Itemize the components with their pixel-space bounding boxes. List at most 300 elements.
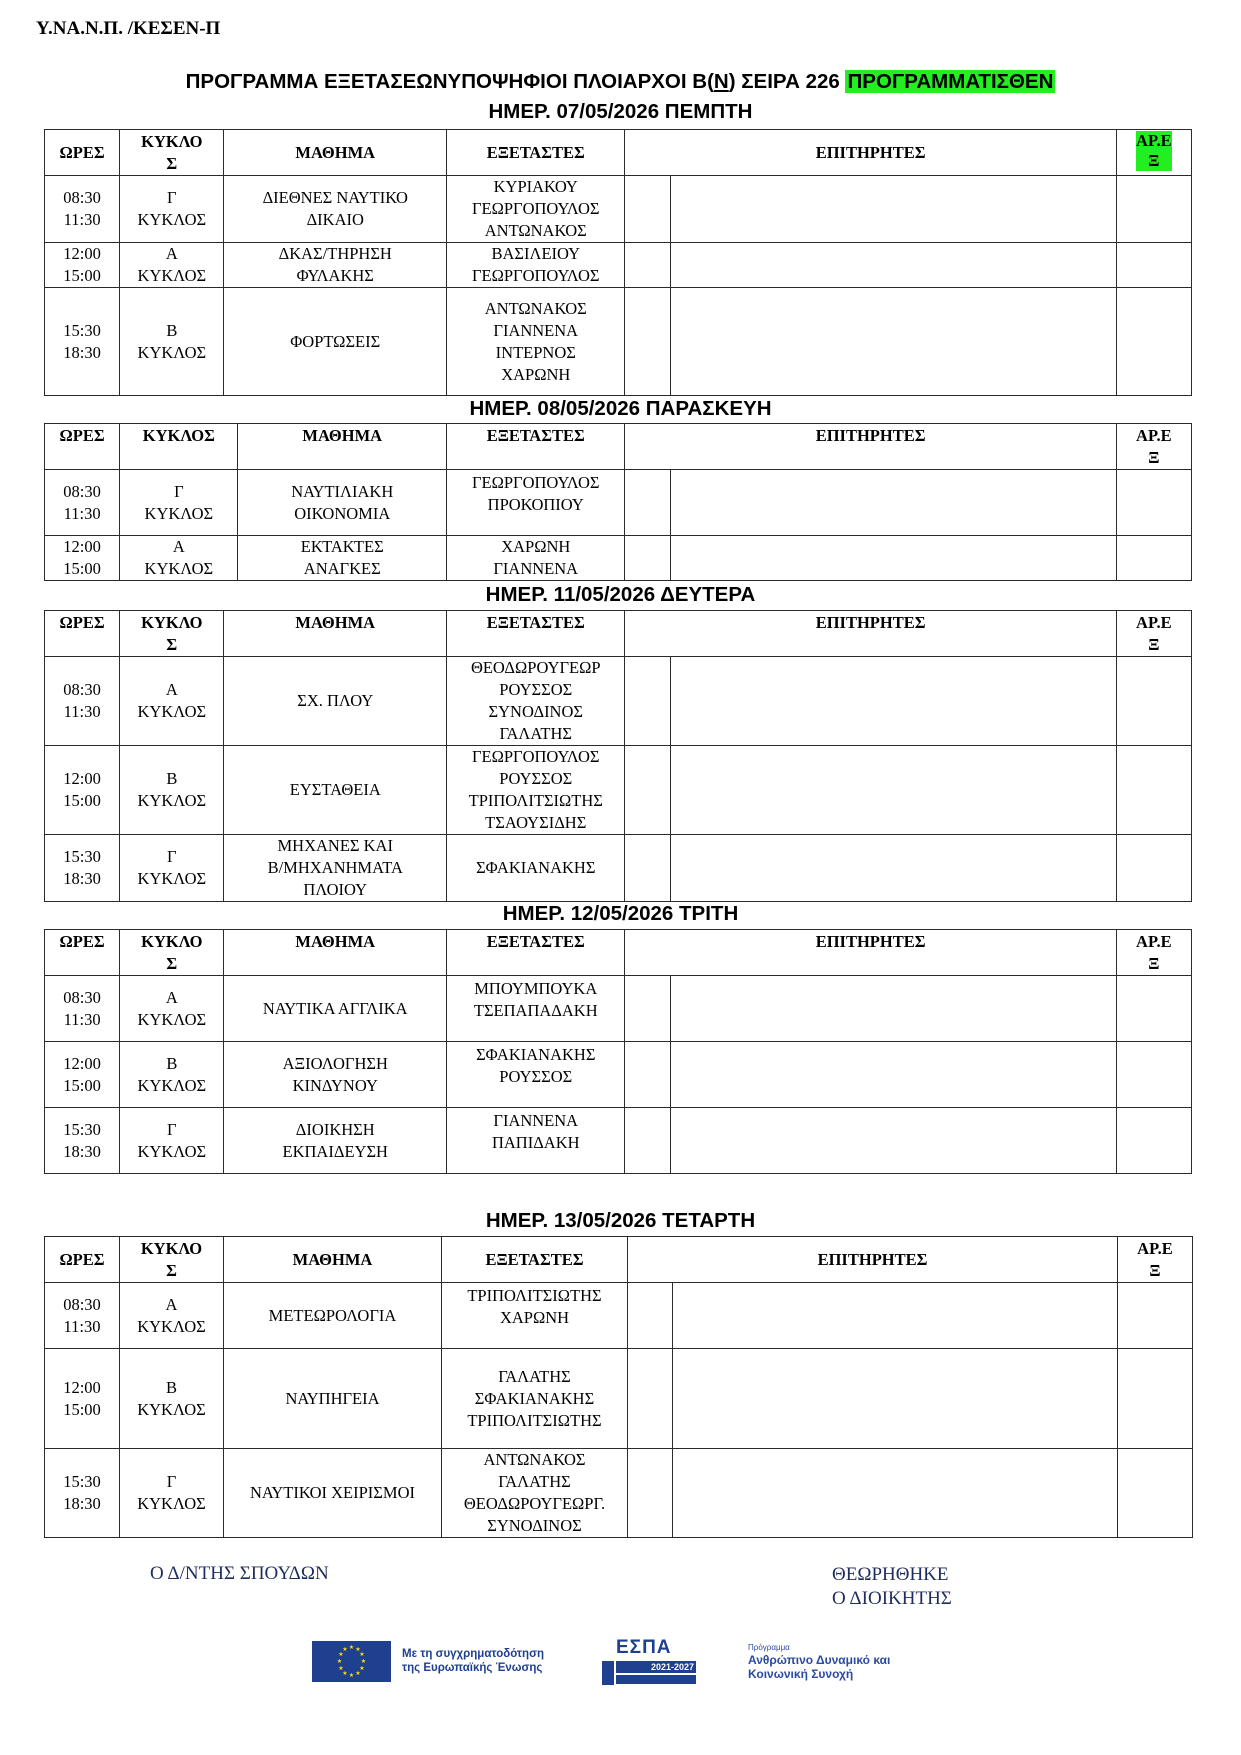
course-header-label: ΜΑΘΗΜΑ xyxy=(295,932,376,951)
cycle-cell xyxy=(120,288,224,396)
time-cell xyxy=(45,1449,120,1538)
course-cell-line: ΔΙΕΘΝΕΣ ΝΑΥΤΙΚΟ xyxy=(262,188,408,207)
cycle-letter: Β xyxy=(166,320,178,340)
cycle-word: ΚΥΚΛΟΣ xyxy=(137,266,207,285)
room-number-cell[interactable] xyxy=(1116,470,1191,536)
room-number-cell[interactable] xyxy=(1116,976,1191,1042)
examiners-cell xyxy=(447,470,625,536)
cycle-letter: Γ xyxy=(167,188,177,207)
room-number-cell[interactable] xyxy=(1116,176,1191,243)
hours-header xyxy=(45,1237,120,1283)
course-cell xyxy=(224,176,447,243)
cycle-letter: Γ xyxy=(167,847,177,866)
time-from: 12:00 xyxy=(63,769,101,788)
course-cell-line: ΝΑΥΤΙΛΙΑΚΗ xyxy=(291,481,394,501)
invigilator-input-cell[interactable] xyxy=(625,657,670,746)
time-cell xyxy=(45,835,120,902)
svg-text:★: ★ xyxy=(338,1651,344,1658)
course-cell-line: ΕΚΤΑΚΤΕΣ xyxy=(300,537,384,556)
room-number-cell[interactable] xyxy=(1116,288,1191,396)
invigilator-input-cell[interactable] xyxy=(625,976,670,1042)
cycle-letter: Α xyxy=(165,1294,178,1314)
course-cell-line: ΠΛΟΙΟΥ xyxy=(303,880,368,899)
time-from: 08:30 xyxy=(63,188,101,207)
time-to: 18:30 xyxy=(63,1141,101,1161)
cycle-word: ΚΥΚΛΟΣ xyxy=(144,503,214,523)
time-from: 12:00 xyxy=(63,244,101,263)
invigilator-input-cell[interactable] xyxy=(625,536,670,581)
time-from: 08:30 xyxy=(63,481,101,501)
examiners-cell-line: ΣΥΝΟΔΙΝΟΣ xyxy=(487,1516,582,1535)
course-cell-line: ΑΞΙΟΛΟΓΗΣΗ xyxy=(282,1053,388,1073)
examiners-cell-line: ΤΡΙΠΟΛΙΤΣΙΩΤΗΣ xyxy=(467,1286,602,1305)
invigilator-names-cell[interactable] xyxy=(670,657,1116,746)
cycle-letter: Γ xyxy=(166,1472,177,1491)
espa-bar-icon xyxy=(602,1661,614,1685)
day-table xyxy=(44,423,1192,581)
time-to: 15:00 xyxy=(63,266,101,285)
course-cell xyxy=(238,470,447,536)
invigilator-input-cell[interactable] xyxy=(625,288,670,396)
cycle-header-line: Σ xyxy=(166,154,178,173)
cycle-word: ΚΥΚΛΟΣ xyxy=(137,1399,206,1419)
cycle-cell xyxy=(120,976,224,1042)
cycle-word: ΚΥΚΛΟΣ xyxy=(137,1494,206,1513)
examiners-cell-line: ΤΣΕΠΑΠΑΔΑΚΗ xyxy=(473,1001,598,1020)
rooms-header xyxy=(1116,424,1191,470)
day-table xyxy=(44,610,1192,902)
examiners-cell-line: ΘΕΟΔΩΡΟΥΓΕΩΡ xyxy=(470,658,601,677)
director-signature: Ο Δ/ΝΤΗΣ ΣΠΟΥΔΩΝ xyxy=(150,1563,329,1584)
room-number-cell[interactable] xyxy=(1116,746,1191,835)
time-from: 15:30 xyxy=(63,847,101,866)
exam-row xyxy=(45,470,1192,536)
organization-code: Υ.ΝΑ.Ν.Π. /ΚΕΣΕΝ-Π xyxy=(36,18,221,39)
examiners-header-label: ΕΞΕΤΑΣΤΕΣ xyxy=(485,1250,584,1269)
commander-signature xyxy=(832,1563,952,1611)
examiners-cell-line: ΤΡΙΠΟΛΙΤΣΙΩΤΗΣ xyxy=(468,791,603,810)
approved-label: ΘΕΩΡΗΘΗΚΕ xyxy=(832,1564,949,1585)
examiners-cell xyxy=(447,243,625,288)
invigilator-names-cell[interactable] xyxy=(670,1108,1116,1174)
rooms-header-line: ΑΡ.Ε xyxy=(1136,932,1172,951)
course-header-label: ΜΑΘΗΜΑ xyxy=(295,613,376,632)
table-header-row xyxy=(45,611,1192,657)
program-small-label: Πρόγραμμα xyxy=(748,1643,790,1652)
rooms-header-label xyxy=(1119,425,1189,469)
day-title: ΗΜΕΡ. 07/05/2026 ΠΕΜΠΤΗ xyxy=(488,100,753,123)
room-number-cell[interactable] xyxy=(1116,657,1191,746)
cycle-cell xyxy=(120,1449,224,1538)
invigilators-header xyxy=(625,930,1116,976)
day-title: ΗΜΕΡ. 08/05/2026 ΠΑΡΑΣΚΕΥΗ xyxy=(469,397,772,420)
course-cell-line: ΕΥΣΤΑΘΕΙΑ xyxy=(289,780,381,799)
exam-row xyxy=(45,1349,1193,1449)
cycle-letter: Α xyxy=(172,537,185,556)
course-cell-line: ΦΟΡΤΩΣΕΙΣ xyxy=(290,331,381,351)
exam-row xyxy=(45,176,1192,243)
examiners-cell-line: ΓΑΛΑΤΗΣ xyxy=(499,724,573,743)
cycle-header-label: ΚΥΚΛΟΣ xyxy=(142,426,215,445)
exam-row xyxy=(45,1108,1192,1174)
cycle-header xyxy=(120,1237,224,1283)
cycle-letter: Α xyxy=(165,987,178,1007)
room-number-cell[interactable] xyxy=(1116,1108,1191,1174)
course-cell-line: ΕΚΠΑΙΔΕΥΣΗ xyxy=(282,1141,388,1161)
cycle-cell xyxy=(120,176,224,243)
cycle-word: ΚΥΚΛΟΣ xyxy=(137,1141,207,1161)
examiners-cell xyxy=(442,1449,628,1538)
cycle-word: ΚΥΚΛΟΣ xyxy=(137,702,207,721)
examiners-cell-line: ΧΑΡΩΝΗ xyxy=(499,1308,570,1327)
time-from: 12:00 xyxy=(63,1377,101,1397)
cofund-line-2: της Ευρωπαϊκής Ένωσης xyxy=(402,1662,543,1674)
svg-text:★: ★ xyxy=(348,1644,355,1651)
hours-header-label: ΩΡΕΣ xyxy=(59,1250,105,1269)
svg-text:★: ★ xyxy=(355,1646,361,1653)
table-header-row xyxy=(45,930,1192,976)
cycle-word: ΚΥΚΛΟΣ xyxy=(137,210,207,229)
time-to: 11:30 xyxy=(63,702,101,721)
invigilators-header-label: ΕΠΙΤΗΡΗΤΕΣ xyxy=(815,143,926,162)
examiners-cell-line: ΘΕΟΔΩΡΟΥΓΕΩΡΓ. xyxy=(463,1494,606,1513)
cycle-header-line: Σ xyxy=(166,635,178,654)
examiners-cell-line: ΡΟΥΣΣΟΣ xyxy=(499,1067,573,1086)
examiners-cell-line: ΣΦΑΚΙΑΝΑΚΗΣ xyxy=(474,1388,595,1408)
svg-text:★: ★ xyxy=(342,1670,348,1677)
svg-text:★: ★ xyxy=(342,1646,348,1653)
time-cell xyxy=(45,243,120,288)
invigilator-names-cell[interactable] xyxy=(670,176,1116,243)
invigilator-input-cell[interactable] xyxy=(628,1283,673,1349)
cycle-cell xyxy=(120,470,238,536)
examiners-cell-line: ΒΑΣΙΛΕΙΟΥ xyxy=(491,244,581,263)
time-to: 15:00 xyxy=(63,1075,101,1095)
examiners-cell-line: ΙΝΤΕΡΝΟΣ xyxy=(495,342,576,362)
invigilators-header xyxy=(625,611,1116,657)
cycle-cell xyxy=(120,1042,224,1108)
room-number-cell[interactable] xyxy=(1116,536,1191,581)
examiners-cell-line: ΣΦΑΚΙΑΝΑΚΗΣ xyxy=(476,1045,596,1064)
table-header-row xyxy=(45,130,1192,176)
examiners-cell xyxy=(447,976,625,1042)
invigilator-names-cell[interactable] xyxy=(670,746,1116,835)
hours-header xyxy=(45,424,120,470)
invigilator-input-cell[interactable] xyxy=(625,1108,670,1174)
invigilators-header-label: ΕΠΙΤΗΡΗΤΕΣ xyxy=(815,613,926,632)
cycle-word: ΚΥΚΛΟΣ xyxy=(137,1009,207,1029)
examiners-cell-line: ΓΕΩΡΓΟΠΟΥΛΟΣ xyxy=(471,747,600,766)
invigilator-names-cell[interactable] xyxy=(673,1449,1118,1538)
examiners-header-label: ΕΞΕΤΑΣΤΕΣ xyxy=(486,143,585,162)
course-cell-line: ΝΑΥΠΗΓΕΙΑ xyxy=(285,1388,380,1408)
hours-header-label: ΩΡΕΣ xyxy=(59,613,105,632)
title-underlined: Ν xyxy=(713,70,729,93)
cycle-word: ΚΥΚΛΟΣ xyxy=(137,342,207,362)
course-header-label: ΜΑΘΗΜΑ xyxy=(292,1250,373,1269)
time-cell xyxy=(45,657,120,746)
invigilator-names-cell[interactable] xyxy=(670,1042,1116,1108)
examiners-header-label: ΕΞΕΤΑΣΤΕΣ xyxy=(486,613,585,632)
time-from: 08:30 xyxy=(63,680,101,699)
cycle-header xyxy=(120,930,224,976)
room-number-cell[interactable] xyxy=(1116,243,1191,288)
time-to: 11:30 xyxy=(63,1316,101,1336)
invigilator-names-cell[interactable] xyxy=(670,536,1116,581)
time-to: 18:30 xyxy=(63,1494,101,1513)
invigilator-input-cell[interactable] xyxy=(625,243,670,288)
examiners-cell xyxy=(442,1283,628,1349)
cycle-word: ΚΥΚΛΟΣ xyxy=(137,1075,207,1095)
hours-header-label: ΩΡΕΣ xyxy=(59,426,105,445)
room-number-cell[interactable] xyxy=(1116,835,1191,902)
invigilator-names-cell[interactable] xyxy=(670,243,1116,288)
invigilator-input-cell[interactable] xyxy=(628,1449,673,1538)
cycle-cell xyxy=(120,657,224,746)
course-cell xyxy=(224,1108,447,1174)
course-cell-line: ΔΙΚΑΙΟ xyxy=(306,210,364,229)
cycle-cell xyxy=(120,835,224,902)
examiners-header-label: ΕΞΕΤΑΣΤΕΣ xyxy=(486,426,585,445)
course-cell-line: ΣΧ. ΠΛΟΥ xyxy=(297,691,374,710)
time-cell xyxy=(45,976,120,1042)
cycle-header xyxy=(120,130,224,176)
time-to: 18:30 xyxy=(63,342,101,362)
cycle-cell xyxy=(120,1349,224,1449)
invigilator-names-cell[interactable] xyxy=(670,470,1116,536)
examiners-cell-line: ΣΥΝΟΔΙΝΟΣ xyxy=(488,702,583,721)
title-highlight: ΠΡΟΓΡΑΜΜΑΤΙΣΘΕΝ xyxy=(847,70,1054,93)
exam-row xyxy=(45,746,1192,835)
time-cell xyxy=(45,1349,120,1449)
invigilator-input-cell[interactable] xyxy=(625,1042,670,1108)
time-from: 12:00 xyxy=(63,1053,101,1073)
time-from: 08:30 xyxy=(63,1294,101,1314)
course-cell xyxy=(238,536,447,581)
hours-header xyxy=(45,930,120,976)
espa-logo xyxy=(602,1637,697,1685)
table-header-row xyxy=(45,1237,1193,1283)
examiners-cell-line: ΑΝΤΩΝΑΚΟΣ xyxy=(484,298,587,318)
examiners-cell-line: ΑΝΤΩΝΑΚΟΣ xyxy=(484,221,587,240)
course-cell xyxy=(224,1449,442,1538)
course-header xyxy=(238,424,447,470)
course-cell xyxy=(224,1042,447,1108)
cofund-text xyxy=(402,1647,544,1675)
rooms-header-line: Ξ xyxy=(1148,954,1160,973)
rooms-header-label xyxy=(1120,1238,1190,1282)
hours-header-label: ΩΡΕΣ xyxy=(59,143,105,162)
examiners-cell xyxy=(447,288,625,396)
cycle-word: ΚΥΚΛΟΣ xyxy=(137,1316,206,1336)
room-number-cell[interactable] xyxy=(1118,1349,1193,1449)
commander-label: Ο ΔΙΟΙΚΗΤΗΣ xyxy=(832,1588,952,1609)
time-cell xyxy=(45,176,120,243)
cycle-word: ΚΥΚΛΟΣ xyxy=(137,791,207,810)
cycle-cell xyxy=(120,536,238,581)
examiners-cell-line: ΣΦΑΚΙΑΝΑΚΗΣ xyxy=(476,858,596,877)
day-table xyxy=(44,929,1192,1174)
examiners-cell-line: ΠΑΠΙΔΑΚΗ xyxy=(491,1133,580,1152)
time-cell xyxy=(45,1283,120,1349)
exam-row xyxy=(45,536,1192,581)
cycle-header-line: ΚΥΚΛΟ xyxy=(141,613,203,632)
course-cell xyxy=(224,976,447,1042)
course-header-label: ΜΑΘΗΜΑ xyxy=(295,143,376,162)
cycle-letter: Α xyxy=(165,680,178,699)
rooms-header xyxy=(1116,130,1191,176)
exam-row xyxy=(45,243,1192,288)
eu-flag-logo xyxy=(312,1641,391,1682)
title-suffix: ) ΣΕΙΡΑ 226 xyxy=(728,70,846,93)
cycle-header xyxy=(120,424,238,470)
course-cell-line: ΝΑΥΤΙΚΑ ΑΓΓΛΙΚΑ xyxy=(262,998,408,1018)
day-table xyxy=(44,1236,1193,1538)
hours-header xyxy=(45,130,120,176)
examiners-cell-line: ΤΡΙΠΟΛΙΤΣΙΩΤΗΣ xyxy=(467,1410,602,1430)
svg-text:★: ★ xyxy=(359,1665,365,1672)
cycle-cell xyxy=(120,1108,224,1174)
invigilator-input-cell[interactable] xyxy=(625,746,670,835)
examiners-cell-line: ΜΠΟΥΜΠΟΥΚΑ xyxy=(474,979,598,998)
examiners-cell-line: ΓΙΑΝΝΕΝΑ xyxy=(493,320,579,340)
room-number-cell[interactable] xyxy=(1116,1042,1191,1108)
espa-title: ΕΣΠΑ xyxy=(616,1637,672,1658)
program-name-line-2: Κοινωνική Συνοχή xyxy=(748,1667,854,1681)
examiners-header xyxy=(447,611,625,657)
time-to: 11:30 xyxy=(63,1009,101,1029)
invigilators-header xyxy=(628,1237,1118,1283)
funding-logos xyxy=(312,1637,948,1685)
examiners-cell xyxy=(442,1349,628,1449)
time-to: 15:00 xyxy=(63,559,101,578)
eu-stars-icon xyxy=(312,1641,391,1682)
examiners-cell-line: ΧΑΡΩΝΗ xyxy=(501,537,571,556)
time-from: 15:30 xyxy=(63,320,101,340)
invigilator-names-cell[interactable] xyxy=(670,288,1116,396)
exam-row xyxy=(45,1042,1192,1108)
course-cell xyxy=(224,288,447,396)
course-cell xyxy=(224,1283,442,1349)
rooms-header xyxy=(1116,611,1191,657)
invigilators-header-label: ΕΠΙΤΗΡΗΤΕΣ xyxy=(817,1250,928,1269)
svg-text:★: ★ xyxy=(360,1658,367,1665)
examiners-header xyxy=(447,930,625,976)
rooms-header-line: ΑΡ.Ε xyxy=(1136,613,1172,632)
time-cell xyxy=(45,1108,120,1174)
invigilator-input-cell[interactable] xyxy=(625,176,670,243)
rooms-header-line: Ξ xyxy=(1148,635,1160,654)
exam-row xyxy=(45,1449,1193,1538)
course-cell-line: Β/ΜΗΧΑΝΗΜΑΤΑ xyxy=(267,858,403,877)
course-cell-line: ΜΗΧΑΝΕΣ ΚΑΙ xyxy=(277,836,393,855)
examiners-cell-line: ΓΕΩΡΓΟΠΟΥΛΟΣ xyxy=(471,266,600,285)
time-to: 15:00 xyxy=(63,791,101,810)
time-cell xyxy=(45,1042,120,1108)
course-cell xyxy=(224,746,447,835)
cycle-header-line: Σ xyxy=(166,954,178,973)
cycle-header-line: ΚΥΚΛΟ xyxy=(140,1239,203,1258)
course-cell-line: ΔΚΑΣ/ΤΗΡΗΣΗ xyxy=(278,244,392,263)
course-cell-line: ΔΙΟΙΚΗΣΗ xyxy=(295,1119,375,1139)
examiners-cell xyxy=(447,176,625,243)
cycle-word: ΚΥΚΛΟΣ xyxy=(144,559,214,578)
cycle-word: ΚΥΚΛΟΣ xyxy=(137,869,207,888)
course-header xyxy=(224,930,447,976)
time-cell xyxy=(45,470,120,536)
examiners-cell-line: ΚΥΡΙΑΚΟΥ xyxy=(493,177,578,196)
examiners-header xyxy=(447,424,625,470)
course-cell-line: ΦΥΛΑΚΗΣ xyxy=(296,266,374,285)
invigilators-header-label: ΕΠΙΤΗΡΗΤΕΣ xyxy=(815,932,926,951)
course-header-label: ΜΑΘΗΜΑ xyxy=(302,426,383,445)
time-from: 15:30 xyxy=(63,1119,101,1139)
svg-text:★: ★ xyxy=(355,1670,361,1677)
examiners-cell-line: ΡΟΥΣΣΟΣ xyxy=(499,769,573,788)
cycle-letter: Α xyxy=(165,244,178,263)
time-from: 12:00 xyxy=(63,537,101,556)
examiners-cell-line: ΓΙΑΝΝΕΝΑ xyxy=(493,559,579,578)
examiners-cell-line: ΓΙΑΝΝΕΝΑ xyxy=(493,1111,579,1130)
cycle-header-line: ΚΥΚΛΟ xyxy=(141,932,203,951)
program-name-line-1: Ανθρώπινο Δυναμικό και xyxy=(748,1653,891,1667)
examiners-header xyxy=(442,1237,628,1283)
exam-row xyxy=(45,288,1192,396)
day-title: ΗΜΕΡ. 11/05/2026 ΔΕΥΤΕΡΑ xyxy=(485,583,756,606)
time-to: 11:30 xyxy=(63,210,101,229)
cycle-cell xyxy=(120,1283,224,1349)
examiners-header-label: ΕΞΕΤΑΣΤΕΣ xyxy=(486,932,585,951)
course-cell-line: ΝΑΥΤΙΚΟΙ ΧΕΙΡΙΣΜΟΙ xyxy=(250,1483,415,1502)
course-cell xyxy=(224,835,447,902)
examiners-header xyxy=(447,130,625,176)
day-title: ΗΜΕΡ. 12/05/2026 ΤΡΙΤΗ xyxy=(502,902,739,925)
examiners-cell xyxy=(447,835,625,902)
cycle-letter: Β xyxy=(166,769,178,788)
course-header xyxy=(224,611,447,657)
rooms-header-line: ΑΡ.Ε xyxy=(1136,426,1172,445)
room-number-cell[interactable] xyxy=(1118,1449,1193,1538)
room-number-cell[interactable] xyxy=(1118,1283,1193,1349)
svg-text:★: ★ xyxy=(348,1672,355,1679)
invigilator-names-cell[interactable] xyxy=(670,835,1116,902)
exam-row xyxy=(45,835,1192,902)
invigilator-input-cell[interactable] xyxy=(625,470,670,536)
examiners-cell xyxy=(447,536,625,581)
invigilator-names-cell[interactable] xyxy=(673,1283,1118,1349)
time-to: 15:00 xyxy=(63,1399,101,1419)
time-from: 08:30 xyxy=(63,987,101,1007)
espa-years: 2021-2027 xyxy=(616,1661,696,1673)
svg-text:★: ★ xyxy=(359,1651,365,1658)
time-cell xyxy=(45,746,120,835)
invigilator-input-cell[interactable] xyxy=(625,835,670,902)
course-cell-line: ΜΕΤΕΩΡΟΛΟΓΙΑ xyxy=(268,1305,397,1325)
rooms-header-label xyxy=(1119,612,1189,656)
cycle-letter: Γ xyxy=(167,1119,177,1139)
table-header-row xyxy=(45,424,1192,470)
examiners-cell-line: ΠΡΟΚΟΠΙΟΥ xyxy=(487,495,584,514)
invigilator-names-cell[interactable] xyxy=(673,1349,1118,1449)
examiners-cell-line: ΤΣΑΟΥΣΙΔΗΣ xyxy=(485,813,587,832)
examiners-cell-line: ΑΝΤΩΝΑΚΟΣ xyxy=(483,1450,586,1469)
course-header xyxy=(224,130,447,176)
course-cell xyxy=(224,1349,442,1449)
invigilator-names-cell[interactable] xyxy=(670,976,1116,1042)
rooms-header-label xyxy=(1136,131,1172,171)
examiners-cell-line: ΧΑΡΩΝΗ xyxy=(501,364,571,384)
invigilator-input-cell[interactable] xyxy=(628,1349,673,1449)
